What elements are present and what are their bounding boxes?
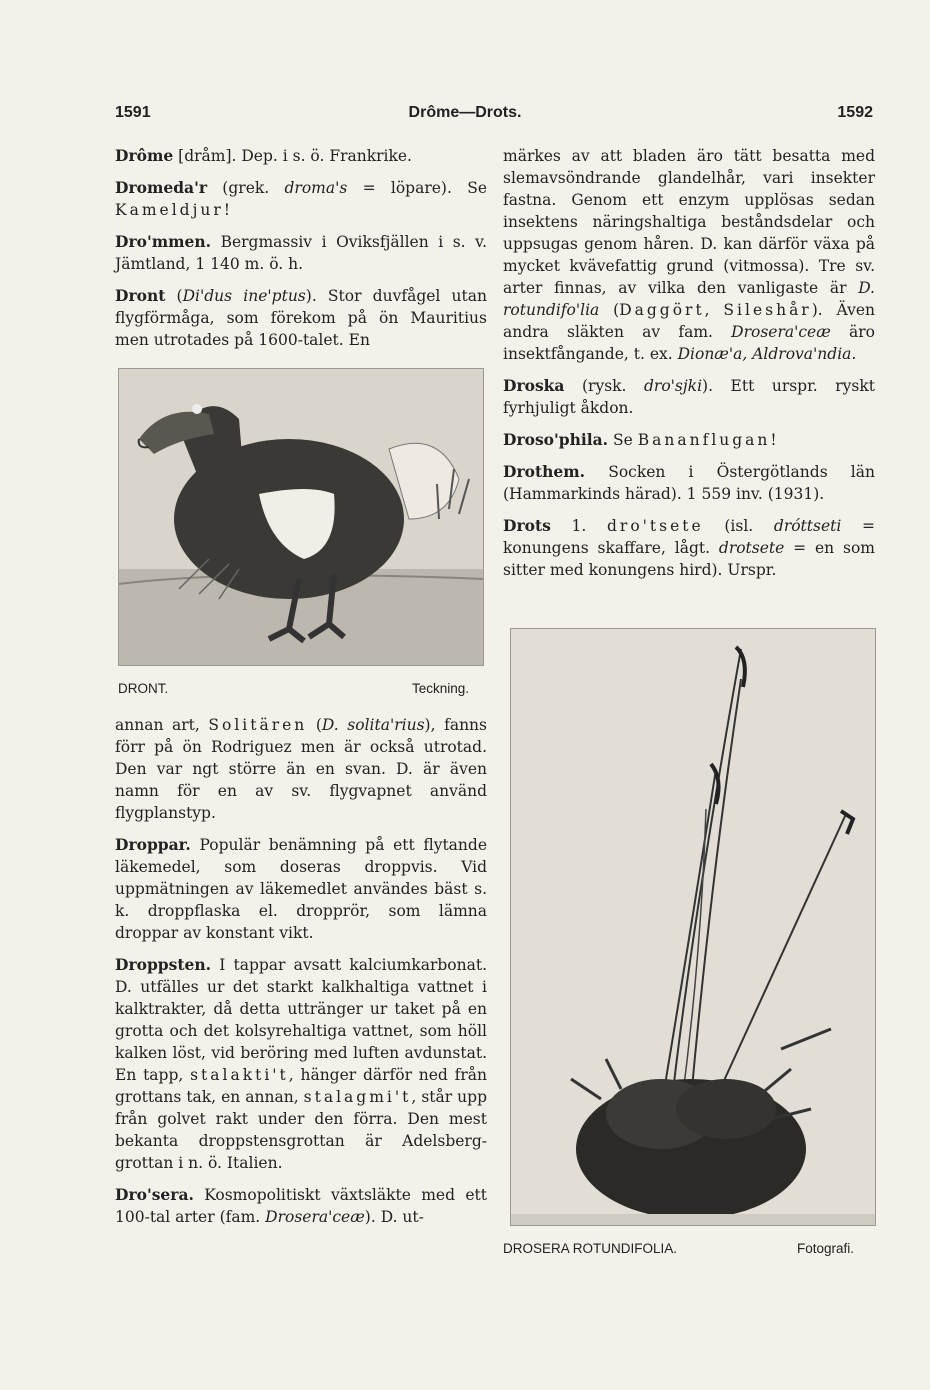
drosera-caption-label: DROSERA ROTUNDIFOLIA.: [503, 1241, 678, 1256]
entry-dront: Dront (Di'dus ine'ptus). Stor duvfågel utan flygförmåga, som förekom på ön Mauritius men utrotades på 1600-talet. En: [115, 286, 487, 349]
drosera-photograph: [510, 628, 876, 1226]
entry-drothem: Drothem. Socken i Östergötlands län (Hammarkinds härad). 1 559 inv. (1931).: [503, 462, 875, 503]
entry-droppar: Droppar. Populär benämning på ett flytande läkemedel, som doseras droppvis. Vid uppmätningen av läkemedlet användes bäst s. k. droppflaska el. dropprör, som lämna droppar av konstant vikt.: [115, 835, 487, 942]
left-column-top: [115, 145, 487, 361]
dodo-illustration: [118, 368, 484, 666]
entry-dront-continued: annan art, Solitären (D. solita'rius), fanns förr på ön Rodriguez men är också utrotad. Den var ngt större än en svan. D. är även namn för en av sv. flygvapnet använd flygplanstyp.: [115, 716, 487, 822]
drosera-caption-technique: Fotografi.: [797, 1241, 855, 1256]
entry-drome: Drôme [dråm]. Dep. i s. ö. Frankrike.: [115, 146, 412, 165]
left-column-bottom: [115, 714, 487, 1238]
drosera-drawing: [511, 629, 875, 1225]
entry-drosera: Dro'sera. Kosmopolitiskt växtsläkte med ett 100-tal arter (fam. Drosera'ceæ). D. ut-: [115, 1185, 487, 1226]
dodo-caption-technique: Teckning.: [412, 681, 470, 696]
left-page-number: 1591: [115, 104, 151, 121]
running-title: Drôme—Drots.: [408, 104, 522, 121]
entry-drots: Drots 1. dro'tsete (isl. dróttseti = konungens skaffare, lågt. drotsete = en som sitter med konungens hird). Urspr.: [503, 516, 875, 579]
entry-dromedar: Dromeda'r (grek. droma's = löpare). Se Kameldjur!: [115, 178, 487, 219]
entry-drommen: Dro'mmen. Bergmassiv i Oviksfjällen i s. v. Jämtland, 1 140 m. ö. h.: [115, 232, 487, 273]
entry-droppsten: Droppsten. I tappar avsatt kalciumkarbonat. D. utfälles ur det starkt kalkhaltiga vattnet i kalktrakter, då detta uttränger ur taket på en grotta och det kolsyrehaltiga vattnet, som höll kalken löst, vid beröring med luften avdunstat. En tapp, stalakti't, hänger därför ned från grottans tak, en annan, stalagmi't, står upp från golvet rakt under den förra. Den mest bekanta droppstensgrottan är Adelsberg-grottan i n. ö. Italien.: [115, 955, 487, 1172]
dodo-drawing: [119, 369, 483, 665]
entry-drosera-continued: märkes av att bladen äro tätt besatta med slemavsöndrande glandelhår, vari insekter fastna. Genom ett enzym upplösas sedan insektens näringshaltiga beståndsdelar och uppsugas genom håren. D. kan därför växa på mycket kvävefattig grund (vitmossa). Tre sv. arter finnas, av vilka den vanligaste är D. rotundifo'lia (Daggört, Sileshår). Även andra släkten av fam. Drosera'ceæ äro insektfångande, t. ex. Dionæ'a, Aldrova'ndia.: [503, 147, 875, 363]
entry-drosophila: Droso'phila. Se Bananflugan!: [503, 430, 780, 449]
right-column-top: [503, 145, 875, 591]
entry-droska: Droska (rysk. dro'sjki). Ett urspr. ryskt fyrhjuligt åkdon.: [503, 376, 875, 417]
right-page-number: 1592: [837, 104, 873, 121]
dodo-caption-label: DRONT.: [118, 681, 169, 696]
